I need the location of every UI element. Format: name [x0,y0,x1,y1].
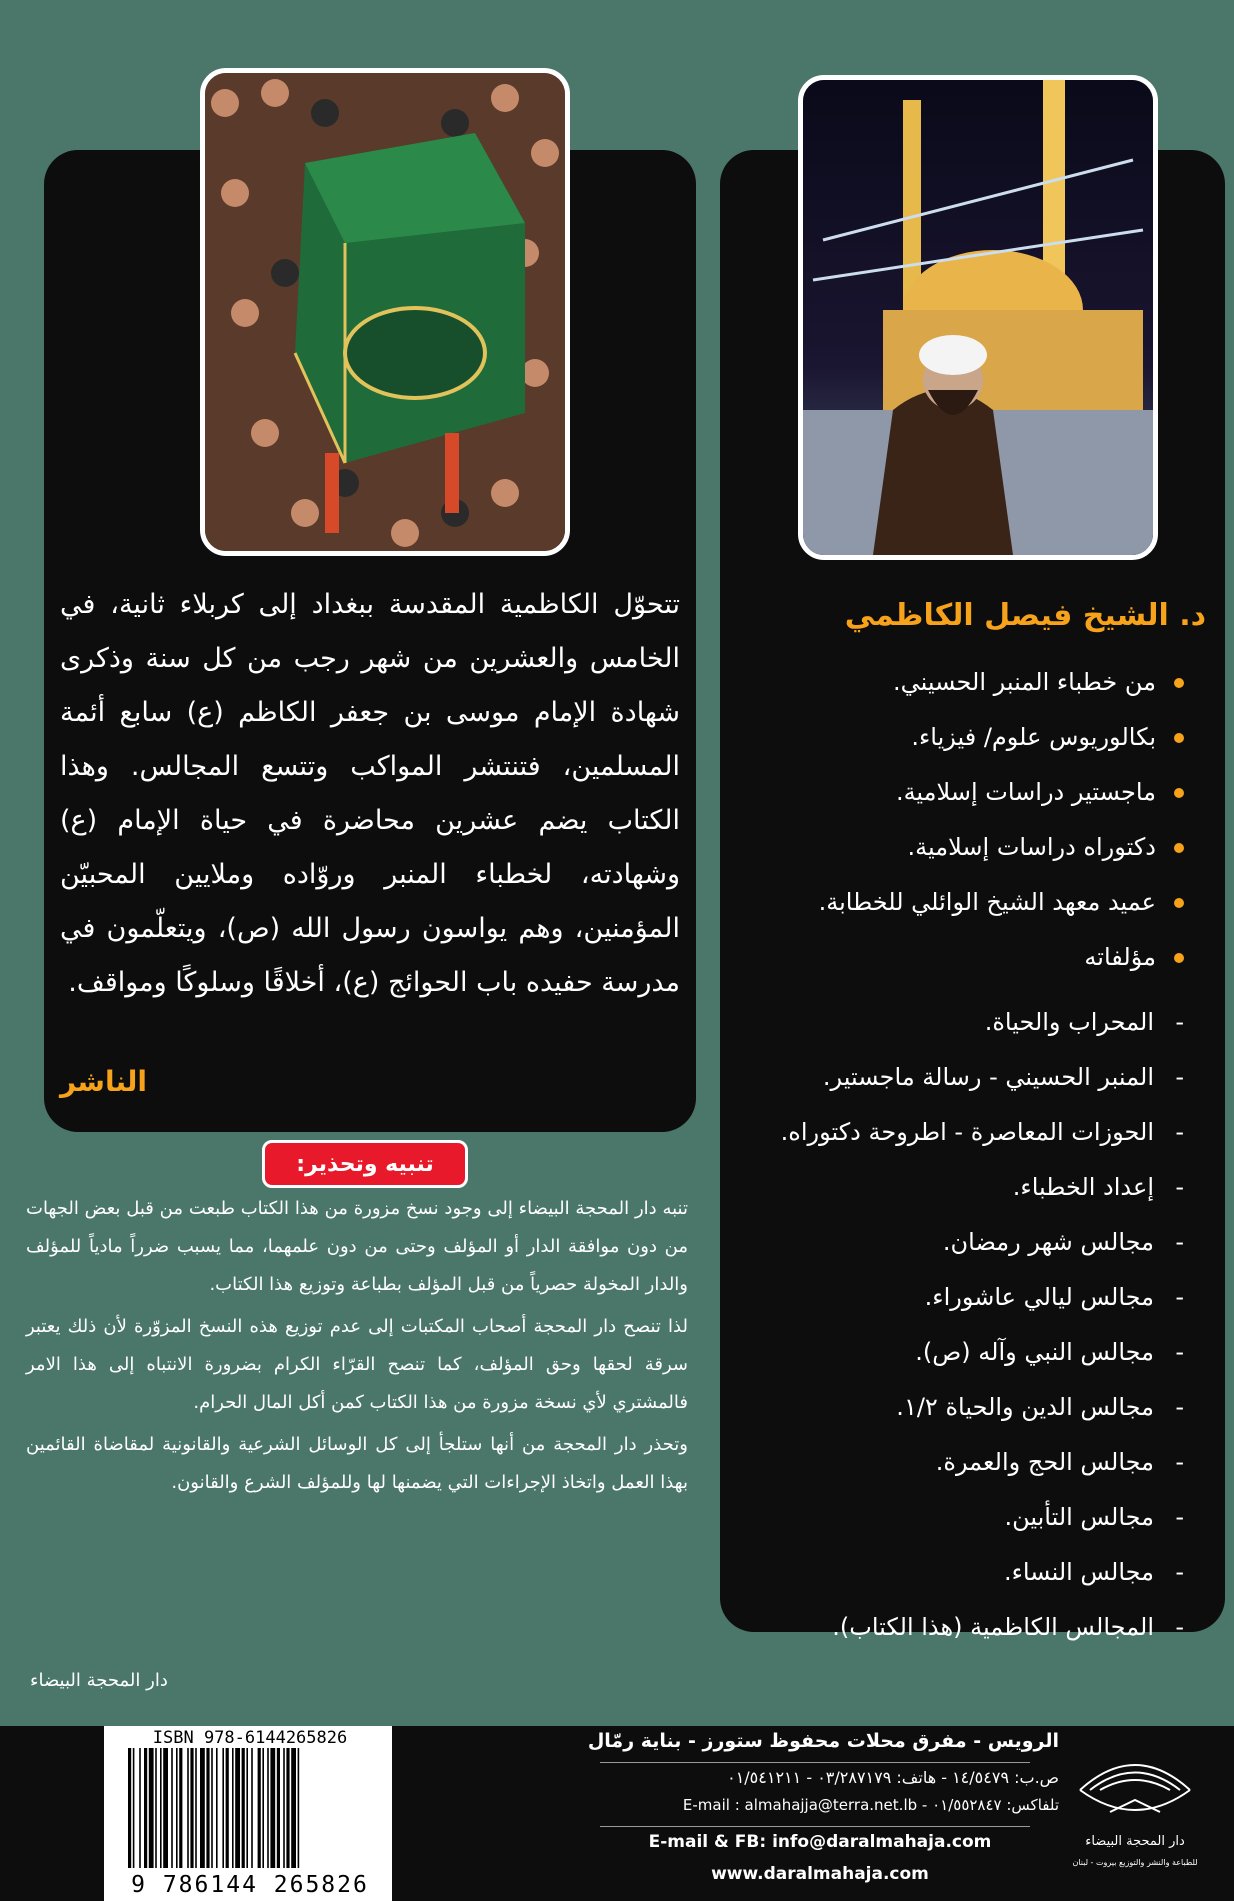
bio-item: عميد معهد الشيخ الوائلي للخطابة. [544,875,1184,930]
bio-item: دكتوراه دراسات إسلامية. [544,820,1184,875]
footer-divider [600,1762,1030,1763]
warning-label: تنبيه وتحذير: [262,1140,468,1188]
work-item: - المحراب والحياة. [984,1008,1184,1036]
work-item: - المجالس الكاظمية (هذا الكتاب). [832,1613,1184,1641]
author-name: د. الشيخ فيصل الكاظمي [844,598,1206,633]
publisher-logo [1060,1720,1210,1880]
publisher-phones: ص.ب: ١٤/٥٤٧٩ - هاتف: ٠٣/٢٨٧١٧٩ - ٠١/٥٤١٢١١ [727,1768,1059,1787]
procession-photo [200,68,570,556]
bullet-icon [1174,953,1184,963]
isbn-label: ISBN 978-6144265826 [152,1728,348,1748]
bio-item: ماجستير دراسات إسلامية. [544,765,1184,820]
publisher-website: www.daralmahaja.com [711,1864,929,1884]
bullet-icon [1174,788,1184,798]
bio-item: من خطباء المنبر الحسيني. [544,655,1184,710]
publisher-fax-email: تلفاكس: ٠١/٥٥٢٨٤٧ - E-mail : almahajja@terra.net.lb [682,1796,1059,1814]
barcode-number: 9 786144 265826 [131,1872,369,1898]
work-item: - مجالس شهر رمضان. [942,1228,1184,1256]
footer-divider [600,1826,1030,1827]
bullet-icon [1174,843,1184,853]
logo-text: دار المحجة البيضاء [1085,1834,1185,1849]
counterfeit-notice [26,1190,688,1506]
work-item: - إعداد الخطباء. [1012,1173,1184,1201]
publisher-email-fb: E-mail & FB: info@daralmahaja.com [648,1832,992,1852]
author-photo [798,75,1158,560]
logo-subtext: للطباعة والنشر والتوزيع بيروت - لبنان [1072,1858,1198,1867]
work-item: - مجالس النساء. [1003,1558,1184,1586]
work-item: - المنبر الحسيني - رسالة ماجستير. [822,1063,1184,1091]
notice-paragraph: وتحذر دار المحجة من أنها ستلجأ إلى كل الوسائل الشرعية والقانونية لمقاضاة القائمين بهذا العمل واتخاذ الإجراءات التي يضمنها لها وللمؤلف الشرع والقانون. [26,1434,688,1493]
bullet-icon [1174,733,1184,743]
notice-signature: دار المحجة البيضاء [30,1670,168,1691]
notice-paragraph: لذا تنصح دار المحجة أصحاب المكتبات إلى عدم توزيع هذه النسخ المزوّرة لأن ذلك يعتبر سرقة لحقها وحق المؤلف، كما تنصح القرّاء الكرام بضرورة الانتباه إلى هذا الامر فالمشتري لأي نسخة مزورة من هذا الكتاب كمن أكل المال الحرام. [26,1316,688,1413]
bullet-icon [1174,898,1184,908]
book-blurb: تتحوّل الكاظمية المقدسة ببغداد إلى كربلاء ثانية، في الخامس والعشرين من شهر رجب من كل سنة وذكرى شهادة الإمام موسى بن جعفر الكاظم (ع) سابع أئمة المسلمين، فتنتشر المواكب وتتسع المجالس. وهذا الكتاب يضم عشرين محاضرة في حياة الإمام (ع) وشهادته، لخطباء المنبر وروّاده وملايين المحبيّن المؤمنين، وهم يواسون رسول الله (ص)، ويتعلّمون في مدرسة حفيده باب الحوائج (ع)، أخلاقًا وسلوكًا ومواقف. [60,589,680,998]
bio-item: بكالوريوس علوم/ فيزياء. [544,710,1184,765]
bio-item-works-heading: مؤلفاته [544,930,1184,985]
work-item: - الحوزات المعاصرة - اطروحة دكتوراه. [780,1118,1184,1146]
barcode [128,1748,373,1868]
work-item: - مجالس النبي وآله (ص). [915,1338,1184,1366]
work-item: - مجالس التأبين. [1004,1503,1184,1531]
bullet-icon [1174,678,1184,688]
work-item: - مجالس الدين والحياة ١/٢. [896,1393,1184,1421]
notice-paragraph: تنبه دار المحجة البيضاء إلى وجود نسخ مزورة من هذا الكتاب طبعت من قبل بعض الجهات من دون موافقة الدار أو المؤلف وحتى من دون علمهما، مما يسبب ضرراً مادياً للمؤلف والدار المخولة حصرياً من قبل المؤلف بطباعة وتوزيع هذا الكتاب. [26,1198,688,1295]
work-item: - مجالس الحج والعمرة. [935,1448,1184,1476]
publisher-address: الرويس - مفرق محلات محفوظ ستورز - بناية رمّال [587,1730,1059,1752]
work-item: - مجالس ليالي عاشوراء. [924,1283,1184,1311]
publisher-signature: الناشر [60,1065,148,1098]
